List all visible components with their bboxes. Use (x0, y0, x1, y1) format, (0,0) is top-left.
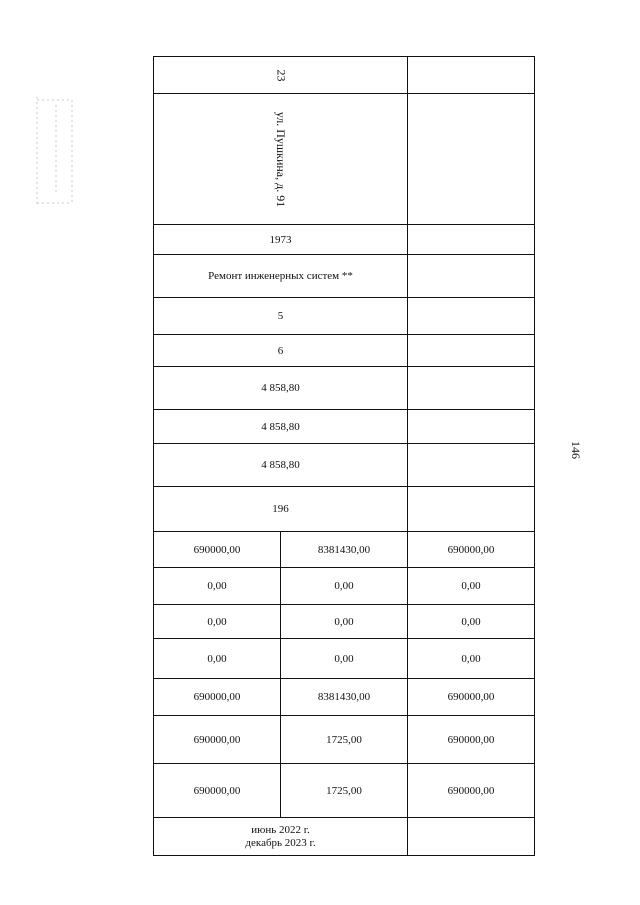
cell-empty (408, 410, 535, 444)
cell-empty (408, 335, 535, 367)
entrances: 6 (277, 344, 284, 357)
cost-cell: 690000,00 (154, 532, 281, 568)
cell-empty (408, 818, 535, 856)
cell-floors (154, 298, 408, 335)
row-work-type (154, 255, 535, 298)
row-area-residential (154, 444, 535, 487)
scan-artifact-mark (34, 95, 76, 207)
cost-row (154, 605, 535, 639)
row-residents (154, 487, 535, 532)
work-type: Ремонт инженерных систем ** (208, 270, 353, 282)
cost-cell: 690000,00 (154, 764, 281, 818)
cell-empty (408, 487, 535, 532)
cell-empty (408, 57, 535, 94)
cell-empty (408, 225, 535, 255)
cost-cell: 690000,00 (408, 764, 535, 818)
cell-year (154, 225, 408, 255)
cost-cell: 1725,00 (281, 716, 408, 764)
cost-cell: 0,00 (408, 639, 535, 679)
cell-empty (408, 255, 535, 298)
cell-empty (408, 444, 535, 487)
cost-cell: 690000,00 (408, 716, 535, 764)
cost-cell: 690000,00 (408, 532, 535, 568)
row-year (154, 225, 535, 255)
period-start: июнь 2022 г. (251, 823, 310, 836)
cost-row (154, 568, 535, 605)
cell-area-residential (154, 444, 408, 487)
cost-cell: 690000,00 (408, 679, 535, 716)
row-period (154, 818, 535, 856)
row-entrances (154, 335, 535, 367)
cell-area-total (154, 367, 408, 410)
cost-cell: 690000,00 (154, 716, 281, 764)
row-floors (154, 298, 535, 335)
item-number: 23 (274, 69, 288, 81)
cost-cell: 0,00 (408, 568, 535, 605)
row-item-number (154, 57, 535, 94)
cell-empty (408, 367, 535, 410)
cell-item-number (154, 57, 408, 94)
cost-cell: 0,00 (154, 568, 281, 605)
year: 1973 (269, 233, 292, 246)
cost-cell: 690000,00 (154, 679, 281, 716)
cost-row (154, 679, 535, 716)
cell-address (154, 94, 408, 225)
cell-residents (154, 487, 408, 532)
cost-cell: 0,00 (408, 605, 535, 639)
cell-empty (408, 298, 535, 335)
cost-cell: 0,00 (281, 639, 408, 679)
cell-period (154, 818, 408, 856)
cost-cell: 0,00 (154, 639, 281, 679)
area-living: 4 858,80 (261, 420, 300, 433)
row-area-living (154, 410, 535, 444)
building-repair-table (153, 56, 535, 856)
cell-empty (408, 94, 535, 225)
row-area-total (154, 367, 535, 410)
cost-cell: 0,00 (281, 605, 408, 639)
cost-row (154, 764, 535, 818)
cost-cell: 8381430,00 (281, 679, 408, 716)
cost-cell: 1725,00 (281, 764, 408, 818)
cell-area-living (154, 410, 408, 444)
cost-row (154, 532, 535, 568)
cell-work-type (154, 255, 408, 298)
cost-row (154, 716, 535, 764)
cost-cell: 8381430,00 (281, 532, 408, 568)
cost-row (154, 639, 535, 679)
cost-cell: 0,00 (154, 605, 281, 639)
area-residential: 4 858,80 (261, 459, 300, 471)
cost-cell: 0,00 (281, 568, 408, 605)
row-address (154, 94, 535, 225)
period-end: декабрь 2023 г. (245, 836, 316, 849)
cell-entrances (154, 335, 408, 367)
address: ул. Пушкина, д. 91 (273, 111, 288, 207)
floors: 5 (277, 310, 284, 322)
residents: 196 (272, 503, 289, 515)
page-number: 146 (569, 441, 584, 459)
area-total: 4 858,80 (261, 382, 300, 394)
